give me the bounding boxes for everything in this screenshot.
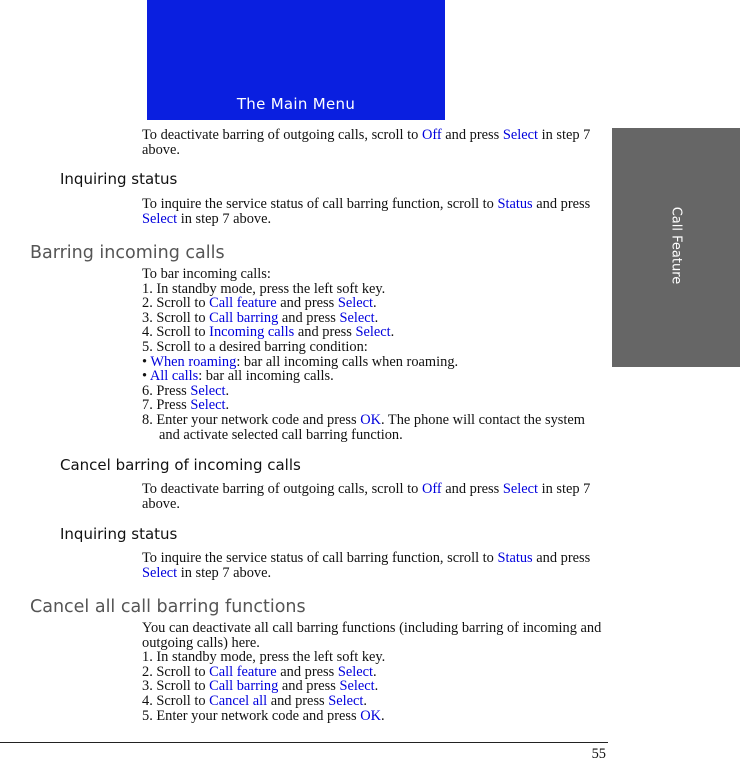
heading-inquiring-status-2: Inquiring status bbox=[60, 525, 178, 543]
keyword-select: Select bbox=[142, 210, 178, 227]
heading-cancel-all-barring: Cancel all call barring functions bbox=[30, 597, 306, 617]
list-item: 1. In standby mode, press the left soft key. bbox=[142, 280, 386, 297]
keyword-cancel-all: Cancel all bbox=[209, 692, 268, 709]
text: 5. Enter your network code and press bbox=[142, 707, 361, 724]
text: To deactivate barring of outgoing calls, scroll to bbox=[142, 481, 422, 497]
list-item: 1. In standby mode, press the left soft key. bbox=[142, 649, 386, 666]
text: and press bbox=[294, 324, 356, 341]
bullet-item bbox=[142, 355, 605, 370]
text: 8. Enter your network code and press bbox=[142, 411, 361, 428]
cancel-all-steps bbox=[142, 621, 605, 723]
text: and press bbox=[276, 295, 338, 312]
heading-inquiring-status: Inquiring status bbox=[60, 170, 178, 188]
keyword-all-calls: All calls bbox=[149, 368, 199, 385]
incoming-barring-steps bbox=[142, 267, 605, 442]
keyword-select: Select bbox=[502, 127, 538, 143]
text: in step 7 above. bbox=[177, 210, 272, 227]
text: and press bbox=[278, 678, 340, 695]
text: and press bbox=[276, 663, 338, 680]
text: To deactivate barring of outgoing calls, scroll to bbox=[142, 127, 422, 143]
keyword-select: Select bbox=[502, 481, 538, 497]
keyword-select: Select bbox=[190, 397, 226, 414]
text: . bbox=[373, 295, 377, 312]
paragraph-deactivate-outgoing-2 bbox=[142, 482, 605, 511]
text: in step 7 above. bbox=[142, 481, 591, 512]
keyword-select: Select bbox=[355, 324, 391, 341]
keyword-ok: OK bbox=[360, 411, 381, 428]
heading-barring-incoming-calls: Barring incoming calls bbox=[30, 243, 225, 263]
text: To inquire the service status of call barring function, scroll to bbox=[142, 550, 498, 566]
text: . bbox=[374, 678, 379, 695]
keyword-select: Select bbox=[337, 663, 374, 680]
text: and press bbox=[532, 196, 591, 212]
keyword-select: Select bbox=[142, 564, 178, 581]
text: 2. Scroll to bbox=[142, 295, 210, 312]
list-item: 5. Scroll to a desired barring condition: bbox=[142, 338, 368, 355]
keyword-select: Select bbox=[328, 692, 364, 709]
text: and press bbox=[441, 481, 503, 497]
keyword-status: Status bbox=[497, 196, 533, 212]
list-intro: You can deactivate all call barring functions (including barring of incoming and outgoing calls) here. bbox=[142, 620, 602, 651]
page-number: 55 bbox=[591, 746, 606, 762]
text: : bar all incoming calls when roaming. bbox=[236, 353, 459, 370]
keyword-off: Off bbox=[421, 481, 442, 497]
text: 6. Press bbox=[142, 382, 191, 399]
banner-title: The Main Menu bbox=[236, 95, 356, 113]
list-item bbox=[142, 384, 605, 399]
keyword-call-feature: Call feature bbox=[209, 663, 277, 680]
keyword-select: Select bbox=[190, 382, 226, 399]
list-item bbox=[142, 709, 605, 724]
keyword-call-feature: Call feature bbox=[209, 295, 277, 312]
text: : bar all incoming calls. bbox=[198, 368, 334, 385]
bullet-glyph: • bbox=[142, 368, 150, 385]
text: in step 7 above. bbox=[177, 564, 272, 581]
text: 2. Scroll to bbox=[142, 663, 210, 680]
keyword-off: Off bbox=[421, 127, 442, 143]
keyword-select: Select bbox=[337, 295, 374, 312]
list-item bbox=[142, 311, 605, 326]
footer-rule bbox=[0, 742, 608, 743]
list-item bbox=[142, 398, 605, 413]
text: and press bbox=[441, 127, 503, 143]
text: . bbox=[390, 324, 395, 341]
paragraph-inquire-status-2 bbox=[142, 551, 605, 580]
text: . The phone will contact the system and activate selected call barring function. bbox=[159, 411, 585, 443]
list-item bbox=[142, 296, 605, 311]
keyword-status: Status bbox=[497, 550, 533, 566]
text: . bbox=[225, 397, 230, 414]
text: To inquire the service status of call barring function, scroll to bbox=[142, 196, 498, 212]
text: . bbox=[381, 707, 385, 724]
text: 4. Scroll to bbox=[142, 692, 210, 709]
text: 7. Press bbox=[142, 397, 191, 414]
text: . bbox=[373, 663, 377, 680]
keyword-incoming-calls: Incoming calls bbox=[209, 324, 295, 341]
keyword-call-barring: Call barring bbox=[209, 678, 279, 695]
keyword-select: Select bbox=[339, 309, 375, 326]
keyword-when-roaming: When roaming bbox=[150, 353, 237, 370]
text: . bbox=[225, 382, 230, 399]
keyword-call-barring: Call barring bbox=[209, 309, 279, 326]
list-intro: To bar incoming calls: bbox=[142, 266, 271, 282]
list-item bbox=[142, 325, 605, 340]
text: 4. Scroll to bbox=[142, 324, 210, 341]
text: and press bbox=[267, 692, 329, 709]
heading-cancel-barring-incoming: Cancel barring of incoming calls bbox=[60, 456, 301, 474]
list-item bbox=[142, 679, 605, 694]
bullet-glyph: • bbox=[142, 353, 151, 370]
paragraph-deactivate-outgoing bbox=[142, 128, 605, 157]
list-item bbox=[142, 694, 605, 709]
text: 3. Scroll to bbox=[142, 678, 210, 695]
text: . bbox=[363, 692, 368, 709]
list-item bbox=[142, 665, 605, 680]
keyword-select: Select bbox=[339, 678, 375, 695]
chapter-side-tab bbox=[612, 128, 740, 367]
text: and press bbox=[278, 309, 340, 326]
side-tab-label: Call Feature bbox=[668, 206, 684, 285]
text: and press bbox=[532, 550, 591, 566]
text: 3. Scroll to bbox=[142, 309, 210, 326]
text: . bbox=[374, 309, 379, 326]
main-menu-banner bbox=[147, 0, 445, 120]
paragraph-inquire-status bbox=[142, 197, 605, 226]
keyword-ok: OK bbox=[360, 707, 381, 724]
text: in step 7 above. bbox=[142, 127, 591, 158]
list-item bbox=[142, 413, 605, 442]
bullet-item bbox=[142, 369, 605, 384]
